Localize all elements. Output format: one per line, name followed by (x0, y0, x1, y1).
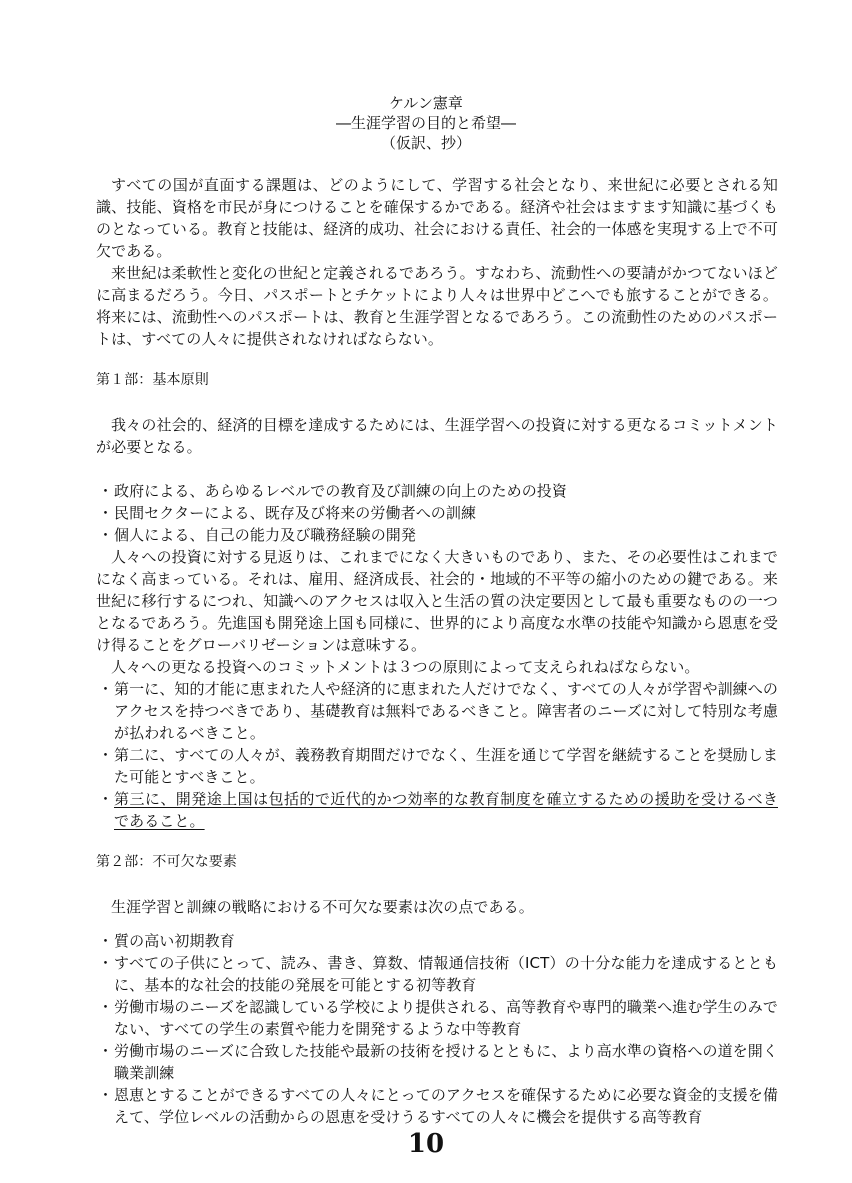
document-title-block (0, 93, 852, 153)
list-item-text: すべての子供にとって、読み、書き、算数、情報通信技術（ICT）の十分な能力を達成するとともに、基本的な社会的技能の発展を可能とする初等教育 (114, 954, 778, 994)
list-item (96, 1084, 778, 1128)
list-item (96, 952, 778, 996)
list-item-text: 質の高い初期教育 (114, 932, 235, 950)
section-2-heading: 第２部：不可欠な要素 (96, 854, 237, 870)
section-1-lead: 我々の社会的、経済的目標を達成するためには、生涯学習への投資に対する更なるコミットメントが必要となる。 (96, 416, 778, 456)
list-item (96, 744, 778, 788)
document-subtitle: ―生涯学習の目的と希望― (335, 114, 516, 132)
bullet-marker: ・ (98, 954, 114, 972)
bullet-marker: ・ (98, 1086, 114, 1104)
investment-list (96, 480, 778, 546)
list-item (96, 480, 778, 502)
list-item-text: 労働市場のニーズを認識している学校により提供される、高等教育や専門的職業へ進む学生のみでない、すべての学生の素質や能力を開発するような中等教育 (114, 998, 778, 1038)
document-translation-note: （仮訳、抄） (380, 134, 471, 152)
elements-list (96, 930, 778, 1128)
bullet-marker: ・ (98, 482, 114, 500)
list-item-text: 政府による、あらゆるレベルでの教育及び訓練の向上のための投資 (114, 482, 568, 500)
list-item-text: 第三に、開発途上国は包括的で近代的かつ効率的な教育制度を確立するための援助を受けるべきであること。 (114, 790, 778, 830)
list-item (96, 930, 778, 952)
document-title: ケルン憲章 (389, 94, 463, 112)
list-item (96, 1040, 778, 1084)
section-1-paragraph-1: 人々への投資に対する見返りは、これまでになく大きいものであり、また、その必要性はこれまでになく高まっている。それは、雇用、経済成長、社会的・地域的不平等の縮小のための鍵である。来世紀に移行するにつれ、知識へのアクセスは収入と生活の質の決定要因として最も重要なものの一つとなるであろう。先進国も開発途上国も同様に、世界的により高度な水準の技能や知識から恩恵を受け得ることをグローバリゼーションは意味する。 (96, 548, 778, 654)
list-item-underlined (96, 788, 778, 832)
section-1-heading: 第１部：基本原則 (96, 372, 209, 388)
list-item-text: 第一に、知的才能に恵まれた人や経済的に恵まれた人だけでなく、すべての人々が学習や訓練へのアクセスを持つべきであり、基礎教育は無料であるべきこと。障害者のニーズに対して特別な考慮が払われるべきこと。 (114, 680, 778, 742)
bullet-marker: ・ (98, 680, 114, 698)
section-2-lead: 生涯学習と訓練の戦略における不可欠な要素は次の点である。 (111, 898, 534, 916)
list-item (96, 678, 778, 744)
principles-list (96, 678, 778, 832)
bullet-marker: ・ (98, 504, 114, 522)
list-item (96, 502, 778, 524)
list-item (96, 996, 778, 1040)
list-item-text: 労働市場のニーズに合致した技能や最新の技術を授けるとともに、より高水準の資格への道を開く職業訓練 (114, 1042, 778, 1082)
bullet-marker: ・ (98, 998, 114, 1016)
list-item-text: 恩恵とすることができるすべての人々にとってのアクセスを確保するために必要な資金的支援を備えて、学位レベルの活動からの恩恵を受けうるすべての人々に機会を提供する高等教育 (114, 1086, 778, 1126)
bullet-marker: ・ (98, 526, 114, 544)
bullet-marker: ・ (98, 932, 114, 950)
section-1-paragraph-2: 人々への更なる投資へのコミットメントは３つの原則によって支えられねばならない。 (111, 658, 700, 676)
list-item-text: 第二に、すべての人々が、義務教育期間だけでなく、生涯を通じて学習を継続することを奨励しまた可能とすべきこと。 (114, 746, 778, 786)
intro-paragraph-1: すべての国が直面する課題は、どのようにして、学習する社会となり、来世紀に必要とされる知識、技能、資格を市民が身につけることを確保するかである。経済や社会はますます知識に基づくものとなっている。教育と技能は、経済的成功、社会における責任、社会的一体感を実現する上で不可欠である。 (96, 176, 778, 260)
list-item (96, 524, 778, 546)
list-item-text: 民間セクターによる、既存及び将来の労働者への訓練 (114, 504, 477, 522)
list-item-text: 個人による、自己の能力及び職務経験の開発 (114, 526, 417, 544)
bullet-marker: ・ (98, 1042, 114, 1060)
intro-paragraph-2: 来世紀は柔軟性と変化の世紀と定義されるであろう。すなわち、流動性への要請がかつてないほどに高まるだろう。今日、パスポートとチケットにより人々は世界中どこへでも旅することができる。将来には、流動性へのパスポートは、教育と生涯学習となるであろう。この流動性のためのパスポートは、すべての人々に提供されなければならない。 (96, 264, 778, 348)
page-number: 10 (407, 1129, 445, 1159)
bullet-marker: ・ (98, 790, 114, 808)
bullet-marker: ・ (98, 746, 114, 764)
document-body (96, 174, 778, 1128)
